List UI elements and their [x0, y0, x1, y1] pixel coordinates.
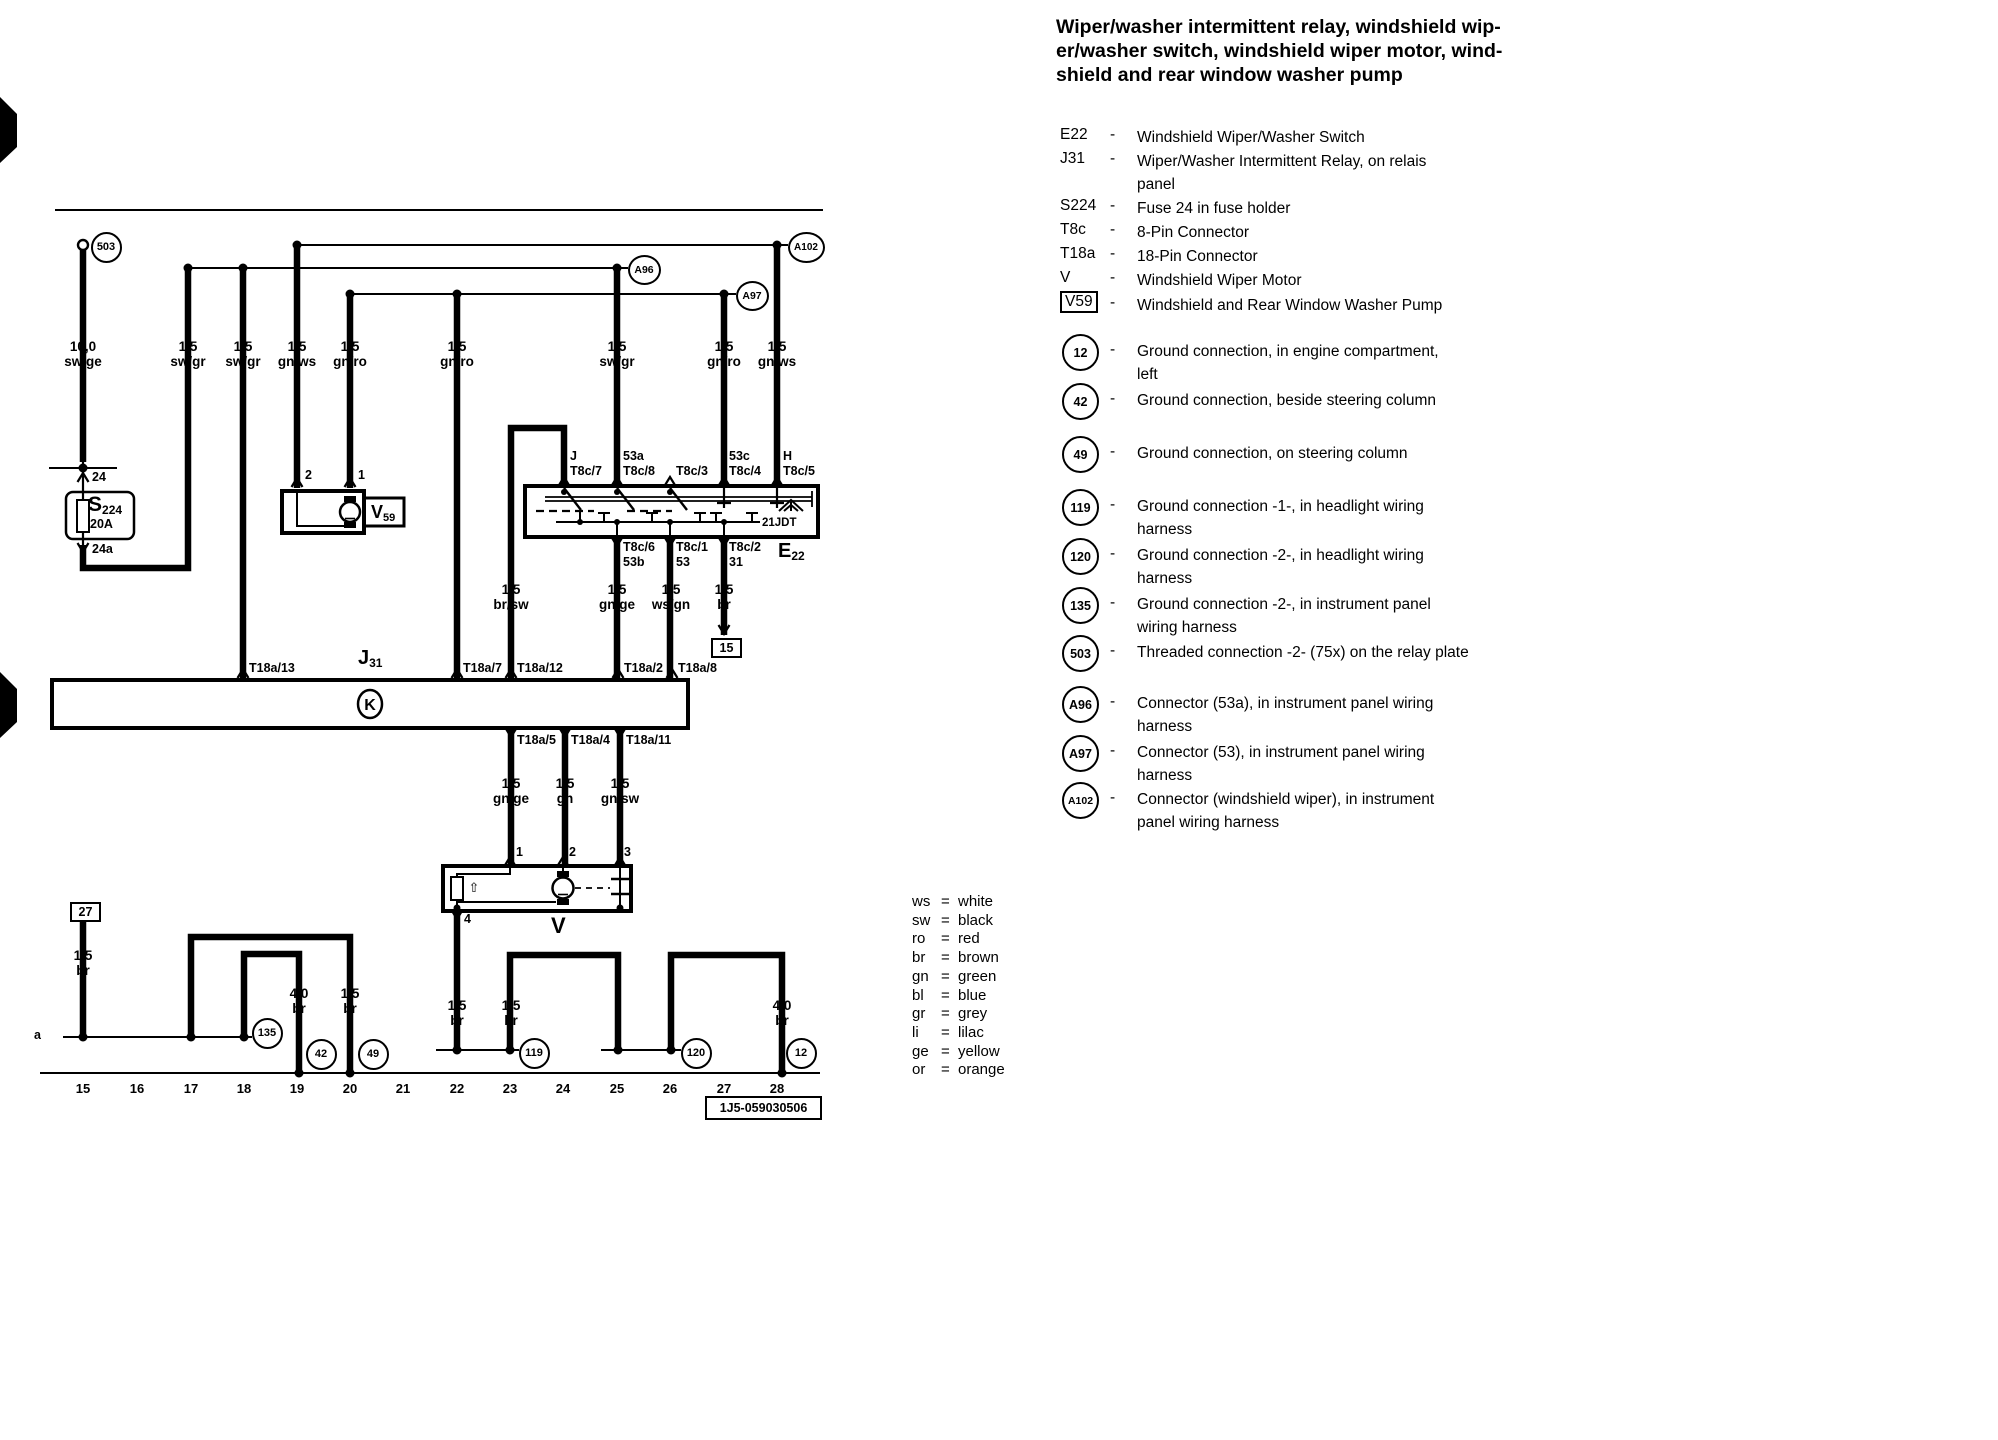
- legend-dash: -: [1110, 390, 1116, 407]
- wire-label-gnro-2: 1,5 gn/ro: [440, 339, 474, 370]
- pin-v-2: 2: [569, 845, 576, 859]
- track-number-23: 23: [502, 1081, 518, 1096]
- tag-s224: $S_{224}$: [88, 493, 123, 517]
- pin-t18a4: T18a/4: [571, 733, 610, 747]
- pin-v-1: 1: [516, 845, 523, 859]
- page-title-line-1: Wiper/washer intermittent relay, windshield wip-: [1056, 16, 1501, 38]
- color-equals: =: [941, 1061, 950, 1079]
- pin-t18a13: T18a/13: [249, 661, 295, 675]
- legend-ref-desc-135: Ground connection -2-, in instrument panel wiring harness: [1137, 596, 1431, 636]
- pin-t8c5: T8c/5: [783, 464, 815, 478]
- legend-dash: -: [1110, 642, 1116, 659]
- legend-dash: -: [1110, 126, 1116, 143]
- wire-label-br-4: 4,0 br: [772, 998, 792, 1029]
- wire-label-br-7: 1,5 br: [73, 948, 93, 979]
- track-number-20: 20: [342, 1081, 358, 1096]
- legend-dash: -: [1110, 789, 1116, 806]
- legend-dash: -: [1110, 245, 1116, 262]
- wire-label-br-3: 1,5 br: [501, 998, 521, 1029]
- legend-ref-A96: A96: [1062, 686, 1099, 723]
- color-equals: =: [941, 1023, 950, 1041]
- color-name-grey: grey: [958, 1005, 988, 1023]
- legend-code-T8c: T8c: [1060, 221, 1086, 238]
- tag-v: V: [551, 913, 566, 938]
- legend-code-J31: J31: [1060, 150, 1085, 167]
- wire-label-br-1: 1,5 br: [714, 582, 734, 613]
- track-number-21: 21: [395, 1081, 411, 1096]
- color-equals: =: [941, 967, 950, 985]
- legend-ref-49: 49: [1062, 436, 1099, 473]
- legend-dash: -: [1110, 294, 1116, 311]
- track-number-15: 15: [75, 1081, 91, 1096]
- color-equals: =: [941, 986, 950, 1004]
- legend-code-E22: E22: [1060, 126, 1088, 143]
- legend-desc-V: Windshield Wiper Motor: [1137, 272, 1302, 289]
- legend-dash: -: [1110, 221, 1116, 238]
- legend-desc-E22: Windshield Wiper/Washer Switch: [1137, 129, 1365, 146]
- wire-label-swgr-1: 1,5 sw/gr: [170, 339, 206, 370]
- color-abbr-bl: bl: [912, 986, 924, 1004]
- color-abbr-gn: gn: [912, 967, 929, 985]
- track-number-25: 25: [609, 1081, 625, 1096]
- fuse-24a: 24a: [92, 542, 113, 556]
- legend-ref-desc-119: Ground connection -1-, in headlight wiring harness: [1137, 498, 1424, 538]
- color-abbr-sw: sw: [912, 911, 931, 929]
- track-number-18: 18: [236, 1081, 252, 1096]
- legend-ref-desc-42: Ground connection, beside steering column: [1137, 392, 1436, 409]
- wire-label-gnsw: 1,5 gn/sw: [600, 776, 640, 807]
- wire-label-swge: 10,0 sw/ge: [64, 339, 102, 370]
- wire-label-br-2: 1,5 br: [447, 998, 467, 1029]
- wire-label-gnws-1: 1,5 gn/ws: [277, 339, 317, 370]
- color-name-black: black: [958, 911, 994, 929]
- legend-code-V59: V59: [1060, 291, 1098, 313]
- relay-symbol-letter: K: [364, 697, 376, 714]
- pin-t18a11: T18a/11: [626, 733, 672, 747]
- wire-label-gn: 1,5 gn: [555, 776, 575, 807]
- legend-ref-desc-503: Threaded connection -2- (75x) on the relay plate: [1137, 644, 1469, 661]
- legend-dash: -: [1110, 594, 1116, 611]
- color-name-brown: brown: [958, 949, 999, 967]
- diagram-ref-135: 135: [252, 1018, 283, 1049]
- legend-ref-A97: A97: [1062, 735, 1099, 772]
- wire-label-br-5: 4,0 br: [289, 986, 309, 1017]
- binding-mark-top: [0, 97, 17, 163]
- fuse-amps: 20A: [90, 517, 113, 531]
- pin-v-3: 3: [624, 845, 631, 859]
- wire-label-wsgn: 1,5 ws/gn: [651, 582, 691, 613]
- wire-label-gnws-2: 1,5 gn/ws: [757, 339, 797, 370]
- pin-t18a8: T18a/8: [678, 661, 717, 675]
- legend-dash: -: [1110, 150, 1116, 167]
- color-name-orange: orange: [958, 1061, 1005, 1079]
- pin-53a: 53a: [623, 449, 644, 463]
- diagram-ref-A96: A96: [628, 255, 661, 285]
- tag-v59: $V_{59}$: [371, 502, 396, 524]
- legend-ref-desc-120: Ground connection -2-, in headlight wiring harness: [1137, 547, 1424, 587]
- diagram-ref-119: 119: [519, 1038, 550, 1069]
- wire-label-gnge-2: 1,5 gn/ge: [493, 776, 529, 807]
- diagram-boxref-15: 15: [711, 638, 742, 658]
- pin-h: H: [783, 449, 793, 463]
- pin-t8c2: T8c/2: [729, 540, 761, 554]
- pin-t8c3: T8c/3: [676, 464, 708, 478]
- pin-53b: 53b: [623, 555, 645, 569]
- color-abbr-gr: gr: [912, 1005, 926, 1023]
- wire-label-gnro-1: 1,5 gn/ro: [333, 339, 367, 370]
- color-equals: =: [941, 930, 950, 948]
- pin-53c: 53c: [729, 449, 750, 463]
- binding-mark-bottom: [0, 672, 17, 738]
- track-number-27: 27: [716, 1081, 732, 1096]
- pin-31: 31: [729, 555, 743, 569]
- diagram-boxref-27: 27: [70, 902, 101, 922]
- wire-label-swgr-3: 1,5 sw/gr: [599, 339, 635, 370]
- diagram-ref-49: 49: [358, 1039, 389, 1070]
- color-abbr-li: li: [912, 1023, 919, 1041]
- legend-ref-desc-12: Ground connection, in engine compartment, left: [1137, 343, 1439, 383]
- pin-t8c4: T8c/4: [729, 464, 761, 478]
- color-equals: =: [941, 1005, 950, 1023]
- page-title-line-2: er/washer switch, windshield wiper motor, wind-: [1056, 40, 1503, 62]
- pin-t8c7: T8c/7: [570, 464, 602, 478]
- pin-53: 53: [676, 555, 690, 569]
- diagram-ref-12: 12: [786, 1038, 817, 1069]
- legend-code-S224: S224: [1060, 197, 1097, 214]
- color-abbr-br: br: [912, 949, 926, 967]
- motor-internals: [457, 866, 629, 911]
- legend-dash: -: [1110, 443, 1116, 460]
- wire-label-gnge-1: 1,5 gn/ge: [599, 582, 635, 613]
- track-number-19: 19: [289, 1081, 305, 1096]
- legend-dash: -: [1110, 496, 1116, 513]
- continuation-a: a: [34, 1028, 41, 1042]
- color-equals: =: [941, 1042, 950, 1060]
- color-name-lilac: lilac: [958, 1023, 984, 1041]
- switch-code: 21JDT: [762, 517, 797, 529]
- wire-label-swgr-2: 1,5 sw/gr: [225, 339, 261, 370]
- color-equals: =: [941, 911, 950, 929]
- tag-j31: $J_{31}$: [358, 647, 383, 670]
- legend-ref-desc-A96: Connector (53a), in instrument panel wiring harness: [1137, 695, 1434, 735]
- legend-dash: -: [1110, 341, 1116, 358]
- fuse-24: 24: [92, 470, 106, 484]
- pin-t18a7: T18a/7: [463, 661, 502, 675]
- wire-brsw: [511, 428, 564, 680]
- pin-v-4: 4: [464, 912, 471, 926]
- diagram-ref-120: 120: [681, 1038, 712, 1069]
- color-name-blue: blue: [958, 986, 987, 1004]
- legend-desc-V59: Windshield and Rear Window Washer Pump: [1137, 297, 1443, 314]
- legend-code-V: V: [1060, 269, 1071, 286]
- wire-loop-119-120: [510, 955, 618, 1050]
- pin-j: J: [570, 449, 577, 463]
- legend-desc-S224: Fuse 24 in fuse holder: [1137, 200, 1291, 217]
- pump-internals: [297, 491, 360, 528]
- legend-ref-desc-49: Ground connection, on steering column: [1137, 445, 1408, 462]
- diagram-ref-A97: A97: [736, 281, 769, 311]
- color-abbr-ro: ro: [912, 930, 926, 948]
- tag-e22: $E_{22}$: [778, 540, 805, 563]
- legend-code-T18a: T18a: [1060, 245, 1096, 262]
- legend-dash: -: [1110, 545, 1116, 562]
- motor-symbol: [553, 878, 574, 899]
- pin-t18a5: T18a/5: [517, 733, 556, 747]
- legend-ref-12: 12: [1062, 334, 1099, 371]
- wire-label-gnro-3: 1,5 gn/ro: [707, 339, 741, 370]
- track-number-26: 26: [662, 1081, 678, 1096]
- legend-ref-120: 120: [1062, 538, 1099, 575]
- pin-t8c1: T8c/1: [676, 540, 708, 554]
- color-name-red: red: [958, 930, 980, 948]
- track-number-22: 22: [449, 1081, 465, 1096]
- legend-desc-J31: Wiper/Washer Intermittent Relay, on relais panel: [1137, 153, 1427, 193]
- track-number-28: 28: [769, 1081, 785, 1096]
- legend-dash: -: [1110, 197, 1116, 214]
- color-name-green: green: [958, 967, 997, 985]
- legend-desc-T18a: 18-Pin Connector: [1137, 248, 1258, 265]
- color-abbr-ge: ge: [912, 1042, 929, 1060]
- pin-t8c6: T8c/6: [623, 540, 655, 554]
- track-number-24: 24: [555, 1081, 571, 1096]
- wire-label-br-6: 1,5 br: [340, 986, 360, 1017]
- track-number-17: 17: [183, 1081, 199, 1096]
- color-name-white: white: [958, 893, 994, 910]
- legend-dash: -: [1110, 693, 1116, 710]
- legend-desc-T8c: 8-Pin Connector: [1137, 224, 1250, 241]
- legend-ref-A102: A102: [1062, 782, 1099, 819]
- pin-v59-1: 1: [358, 468, 365, 482]
- threaded-connection-terminal: [78, 240, 88, 250]
- motor-thermo-fuse: [451, 877, 463, 900]
- pin-t18a12: T18a/12: [517, 661, 563, 675]
- legend-ref-desc-A102: Connector (windshield wiper), in instrument panel wiring harness: [1137, 791, 1435, 831]
- color-abbr-or: or: [912, 1061, 926, 1079]
- legend-ref-119: 119: [1062, 489, 1099, 526]
- diagram-ref-A102: A102: [788, 232, 825, 263]
- page-title-line-3: shield and rear window washer pump: [1056, 64, 1403, 86]
- track-number-16: 16: [129, 1081, 145, 1096]
- legend-dash: -: [1110, 269, 1116, 286]
- thermo-arrow-glyph: ⇧: [468, 880, 480, 895]
- color-name-yellow: yellow: [958, 1042, 1000, 1060]
- bus-lines: [40, 210, 823, 1073]
- color-equals: =: [941, 893, 950, 910]
- part-number-box: 1J5-059030506: [705, 1096, 822, 1120]
- legend-ref-135: 135: [1062, 587, 1099, 624]
- legend-ref-desc-A97: Connector (53), in instrument panel wiring harness: [1137, 744, 1425, 784]
- pin-t8c8: T8c/8: [623, 464, 655, 478]
- color-abbr-ws: ws: [912, 893, 931, 910]
- pin-v59-2: 2: [305, 468, 312, 482]
- pin-t18a2: T18a/2: [624, 661, 663, 675]
- legend-ref-503: 503: [1062, 635, 1099, 672]
- diagram-ref-42: 42: [306, 1039, 337, 1070]
- diagram-ref-503: 503: [91, 232, 122, 263]
- wire-label-brsw: 1,5 br/sw: [493, 582, 529, 613]
- legend-ref-42: 42: [1062, 383, 1099, 420]
- color-equals: =: [941, 949, 950, 967]
- legend-dash: -: [1110, 742, 1116, 759]
